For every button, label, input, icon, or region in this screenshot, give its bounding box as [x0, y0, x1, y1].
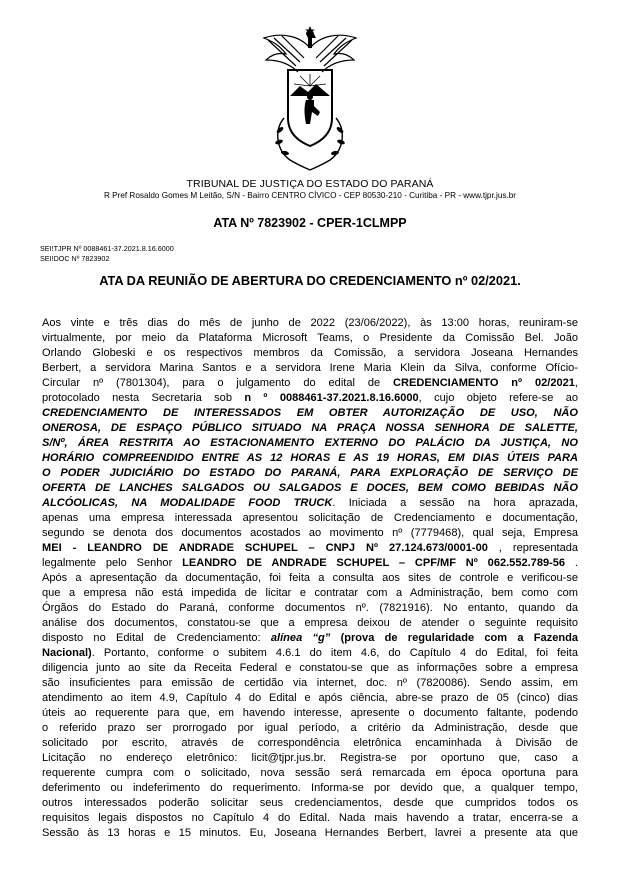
body-line [42, 466, 578, 481]
body-line [42, 826, 578, 841]
body-line [42, 781, 578, 796]
sei-process-number: SEI!TJPR Nº 0088461-37.2021.8.16.6000 [40, 244, 174, 253]
sei-doc-number: SEI!DOC Nº 7823902 [40, 253, 110, 263]
body-line [42, 526, 578, 541]
body-text-run: (prova de regularidade com a Fazenda [330, 632, 578, 644]
body-text-run: legalmente pelo Senhor [42, 557, 183, 569]
body-text-run: diligencia junto ao site da Receita Federal e constatou-se que as informações sobre a empresa [42, 662, 578, 674]
body-text-run: atendimento ao item 4.9, Capítulo 4 do Edital e após ciência, abre-se prazo de 05 (cinco) dias [42, 692, 578, 704]
body-text-run: requisitos legais dispostos no Capítulo 4 do Edital. Nada mais havendo a tratar, encerra-se a [42, 812, 578, 824]
body-text-run: análise dos documentos, constatou-se que a empresa deixou de atender o seguinte requisito [42, 617, 578, 629]
body-text-run: requerente cumpra com o solicitado, nova sessão será remarcada em época oportuna para [42, 767, 578, 779]
body-line [42, 691, 578, 706]
body-text-run: HORÁRIO COMPREENDIDO ENTRE AS 12 HORAS E AS 19 HORAS, EM DIAS ÚTEIS PARA [42, 452, 578, 464]
body-text-run: CREDENCIAMENTO nº 02/2021 [393, 377, 575, 389]
body-text-run: S/Nº, ÁREA RESTRITA AO ESTACIONAMENTO EXTERNO DO PALÁCIO DA JUSTIÇA, NO [42, 437, 578, 449]
body-text-run: , [574, 377, 578, 389]
body-line [42, 511, 578, 526]
body-text-run: Nacional) [42, 647, 92, 659]
document-title: ATA Nº 7823902 - CPER-1CLMPP [213, 216, 407, 230]
body-line [42, 646, 578, 661]
body-text-run: Licitação no endereço eletrônico: licit@tjpr.jus.br. Registra-se por oportuno que, caso a [42, 752, 578, 764]
body-text-run: ONEROSA, DE ESPAÇO PÚBLICO SITUADO NA PRAÇA NOSSA SENHORA DE SALETTE, [42, 422, 578, 434]
minutes-heading: ATA DA REUNIÃO DE ABERTURA DO CREDENCIAMENTO nº 02/2021. [99, 273, 521, 288]
body-line [42, 706, 578, 721]
body-line [42, 721, 578, 736]
body-text-run: alínea “g” [270, 632, 331, 644]
body-line [42, 361, 578, 376]
body-text-run: , cujo objeto refere-se ao [418, 392, 578, 404]
body-line [42, 436, 578, 451]
body-line [42, 571, 578, 586]
body-text-run: ALCÓOLICAS, NA MODALIDADE FOOD TRUCK [42, 497, 333, 509]
body-line [42, 391, 578, 406]
body-text-run: virtualmente, por meio da Plataforma Microsoft Teams, o Presidente da Comissão Bel. João [42, 332, 578, 344]
body-line [42, 616, 578, 631]
body-line [42, 631, 578, 646]
body-text-run: são insuficientes para emissão de certidão via internet, doc. nº (7820086). Sendo assim, em [42, 677, 578, 689]
body-text-run: LEANDRO DE ANDRADE SCHUPEL – CPF/MF Nº 062.552.789-56 [182, 557, 566, 569]
body-text-run: protocolado nesta Secretaria sob [42, 392, 245, 404]
body-line [42, 421, 578, 436]
coat-of-arms-crest [260, 26, 360, 176]
body-line [42, 451, 578, 466]
body-text-run: o referido prazo ser prorrogado por igual período, a critério da Administração, desde que [42, 722, 578, 734]
body-text-run: . Portanto, conforme o subitem 4.6.1 do item 4.6, do Capítulo 4 do Edital, foi feita [91, 647, 578, 659]
body-line [42, 481, 578, 496]
body-line [42, 346, 578, 361]
body-text-run: OFERTA DE LANCHES SALGADOS OU SALGADOS E DOCES, BEM COMO BEBIDAS NÃO [42, 482, 578, 494]
body-text-run: Circular nº (7801304), para o julgamento do edital de [42, 377, 394, 389]
body-text-run: . Iniciada a sessão na hora aprazada, [332, 497, 578, 509]
body-text-run: úteis ao requerente para que, em havendo interesse, apresente o documento faltante, podendo [42, 707, 578, 719]
body-text-run: Após a apresentação da documentação, foi feita a consulta aos sites de controle e verificou-se [42, 572, 578, 584]
body-line [42, 316, 578, 331]
body-text-run: disposto no Edital de Credenciamento: [42, 632, 271, 644]
body-text-run: apenas uma empresa interessada apresentou solicitação de Credenciamento e documentação, [42, 512, 578, 524]
body-line [42, 556, 578, 571]
body-line [42, 496, 578, 511]
body-text-run: , representada [487, 542, 579, 554]
body-text-run: segundo se denota dos documentos acostados ao movimento nº (7779468), qual seja, Empresa [42, 527, 578, 539]
institution-address: R Pref Rosaldo Gomes M Leitão, S/N - Bairro CENTRO CÍVICO - CEP 80530-210 - Curitiba - PR - www.tjpr.jus.br [103, 191, 517, 200]
body-text-run: n º 0088461-37.2021.8.16.6000 [244, 392, 419, 404]
body-line [42, 766, 578, 781]
body-text-run: solicitado por escrito, através de correspondência eletrônica encaminhada à Divisão de [42, 737, 578, 749]
body-text-run: Aos vinte e três dias do mês de junho de 2022 (23/06/2022), às 13:00 horas, reuniram-se [42, 317, 578, 329]
body-text-run: deferimento ou indeferimento do requerimento. Informa-se por devido que, a qualquer tempo, [42, 782, 578, 794]
body-line [42, 661, 578, 676]
body-text-run: Órgãos do Estado do Paraná, conforme documentos nº. (7821916). No entanto, quando da [42, 602, 578, 614]
body-text-run: Orlando Globeski e os respectivos membros da Comissão, a servidora Joseana Hernandes [42, 347, 578, 359]
body-text-run: Berbert, a servidora Marina Santos e a servidora Irene Maria Klein da Silva, conforme Ofício- [42, 362, 578, 374]
body-text-run: . [565, 557, 578, 569]
body-line [42, 811, 578, 826]
body-text-run: O PODER JUDICIÁRIO DO ESTADO DO PARANÁ, PARA EXPLORAÇÃO DE SERVIÇO DE [42, 467, 578, 479]
body-text-run: CREDENCIAMENTO DE INTERESSADOS EM OBTER AUTORIZAÇÃO DE USO, NÃO [42, 407, 578, 419]
body-line [42, 541, 578, 556]
body-line [42, 376, 578, 391]
body-line [42, 601, 578, 616]
body-text-run: que a empresa não está impedida de licitar e contratar com a Administração, bem como com [42, 587, 578, 599]
body-text-run: outros interessados poderão solicitar seus credenciamentos, desde que cumpridos todos os [42, 797, 578, 809]
minutes-body-text [42, 316, 578, 841]
body-text-run: MEI - LEANDRO DE ANDRADE SCHUPEL – CNPJ Nº 27.124.673/0001-00 [42, 542, 488, 554]
body-line [42, 586, 578, 601]
institution-name: TRIBUNAL DE JUSTIÇA DO ESTADO DO PARANÁ [186, 178, 434, 190]
body-line [42, 796, 578, 811]
body-line [42, 331, 578, 346]
body-line [42, 406, 578, 421]
body-text-run: Sessão às 13 horas e 15 minutos. Eu, Joseana Hernandes Berbert, lavrei a presente ata que [42, 827, 578, 839]
document-references [40, 244, 174, 263]
body-line [42, 676, 578, 691]
body-line [42, 751, 578, 766]
body-line [42, 736, 578, 751]
